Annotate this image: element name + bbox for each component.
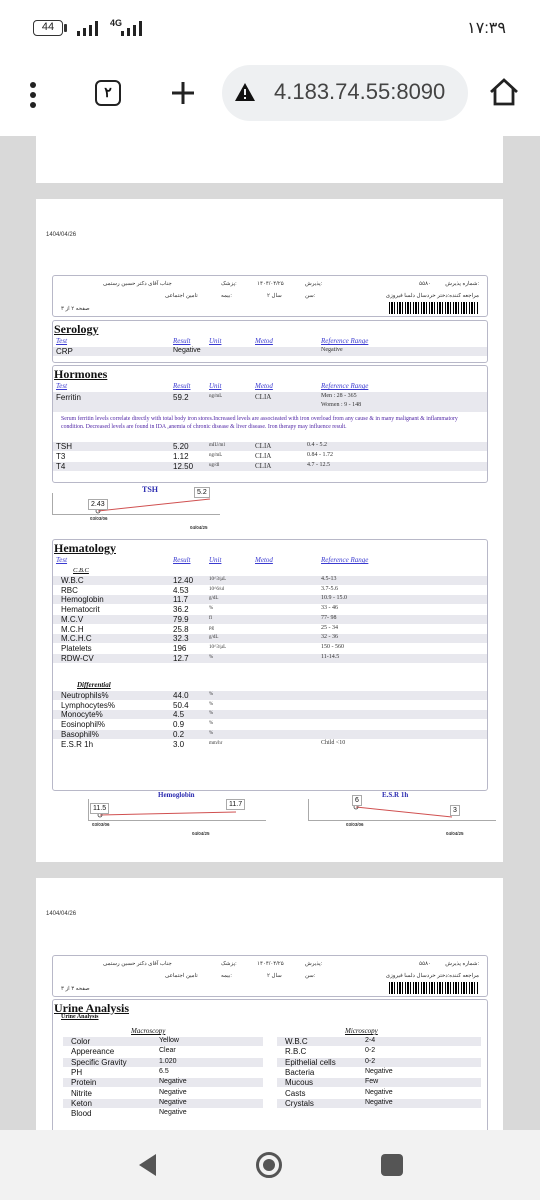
table-row	[277, 1058, 481, 1067]
col-test: Test	[56, 382, 68, 390]
reception-label: پذیرش:	[305, 961, 323, 967]
field-value: Negative	[365, 1067, 393, 1075]
test-result: 50.4	[173, 700, 189, 710]
table-row	[53, 576, 487, 585]
test-result: 12.40	[173, 576, 194, 585]
test-method: CLIA	[255, 452, 272, 460]
field-value: Negative	[159, 1088, 187, 1096]
date-label: 04/04/25	[192, 831, 210, 836]
test-unit: ng/mL	[209, 394, 223, 399]
test-unit: %	[209, 711, 214, 717]
value-label: 6	[352, 795, 362, 806]
test-name: RBC	[61, 585, 78, 595]
field-label: Epithelial cells	[285, 1057, 336, 1067]
value-label: 11.7	[226, 799, 245, 810]
test-ref: 0.4 - 5.2	[307, 442, 327, 448]
field-label: Bacteria	[285, 1067, 315, 1077]
admission-no: ۵۵۸۰	[419, 961, 431, 967]
col-test: Test	[56, 337, 68, 345]
barcode	[389, 982, 479, 994]
hormones-title: Hormones	[54, 367, 108, 381]
col-ref: Reference Range	[321, 556, 369, 564]
table-row	[53, 710, 487, 719]
hemoglobin-trend-chart	[88, 791, 268, 849]
tsh-trend-chart	[52, 485, 222, 545]
admission-no-label: شماره پذیرش:	[445, 961, 479, 967]
age-label: سن:	[305, 973, 316, 979]
ferritin-note: Serum ferritin levels correlate directly with total body iron stores.Increased levels are associeated with iron overload from any cause & in many malignant & inflammatory condition. Decreased levels are found in IDA ,anemia of chronic disease & liver disease. Iron therapy may influence result.	[61, 416, 458, 430]
field-value: 6.5	[159, 1067, 169, 1075]
field-value: Negative	[365, 1088, 393, 1096]
tab-switcher-button[interactable]: ۲	[95, 80, 121, 106]
test-method: CLIA	[255, 393, 272, 401]
page-number: صفحه ۳ از ۳	[61, 986, 90, 992]
test-result: 4.53	[173, 585, 189, 595]
pdf-viewer[interactable]	[0, 136, 540, 1130]
test-unit: %	[209, 721, 214, 727]
clock: ۱۷:۳۹	[467, 20, 506, 37]
table-row	[63, 1099, 263, 1108]
col-unit: Unit	[209, 556, 222, 564]
table-row	[63, 1109, 263, 1118]
col-ref: Reference Range	[321, 337, 369, 345]
field-value: Negative	[159, 1109, 187, 1117]
patient-info-box	[52, 955, 488, 997]
insurance: تامین اجتماعی	[165, 293, 198, 299]
test-method: CLIA	[255, 442, 272, 450]
field-value: Few	[365, 1078, 379, 1086]
microscopy-table	[277, 1037, 481, 1127]
trend-line	[308, 799, 498, 823]
table-row	[53, 625, 487, 634]
esr-trend-chart	[308, 791, 498, 849]
value-label: 11.5	[90, 803, 109, 814]
test-unit: mm/hr	[209, 740, 223, 746]
chart-title: TSH	[142, 485, 159, 494]
table-row	[53, 442, 487, 451]
battery-tip-icon	[64, 24, 67, 32]
col-result: Result	[173, 556, 191, 564]
report-date: 1404/04/26	[46, 232, 77, 238]
ferritin-row	[53, 392, 487, 412]
test-method: CLIA	[255, 462, 272, 470]
cbc-label: C.B.C	[73, 567, 89, 574]
chart-title: E.S.R 1h	[382, 791, 409, 799]
age: ۲ سال	[267, 973, 282, 979]
test-name: M.C.H.C	[61, 634, 92, 644]
field-label: Blood	[71, 1109, 92, 1119]
report-page-3	[36, 878, 503, 1130]
test-name: Hemoglobin	[61, 595, 104, 605]
table-row	[53, 644, 487, 653]
table-row	[277, 1078, 481, 1087]
hematology-section	[52, 539, 488, 791]
urine-section	[52, 999, 488, 1130]
age-label: سن:	[305, 293, 316, 299]
test-result: Negative	[173, 347, 201, 354]
signal-icon-2	[118, 20, 144, 36]
test-ref: Child <10	[321, 739, 346, 746]
test-name: T4	[56, 462, 66, 471]
test-name: TSH	[56, 442, 72, 451]
table-row	[53, 615, 487, 624]
field-label: W.B.C	[285, 1037, 308, 1046]
test-result: 11.7	[173, 595, 188, 605]
field-label: Specific Gravity	[71, 1057, 127, 1067]
test-ref: 25 - 34	[321, 624, 338, 631]
test-name: M.C.H	[61, 624, 84, 634]
test-ref: Negative	[321, 347, 343, 353]
date-label: 03/03/06	[92, 822, 110, 827]
value-label: 2.43	[88, 499, 108, 510]
field-label: Crystals	[285, 1098, 314, 1108]
col-result: Result	[173, 337, 191, 345]
table-row	[53, 595, 487, 604]
date-label: 04/04/25	[446, 831, 464, 836]
test-unit: 10^3/µL	[209, 577, 227, 582]
network-type: 4G	[110, 18, 123, 28]
test-name: Eosinophil%	[61, 720, 106, 730]
test-result: 36.2	[173, 605, 189, 615]
hematology-title: Hematology	[54, 541, 116, 555]
test-result: 25.8	[173, 624, 189, 634]
table-row	[53, 654, 487, 663]
table-row	[53, 347, 487, 356]
test-unit: %	[209, 654, 214, 660]
test-name: Lymphocytes%	[61, 700, 115, 710]
test-result: 1.12	[173, 452, 189, 461]
table-row	[53, 462, 487, 471]
macroscopy-label: Macroscopy	[131, 1027, 166, 1035]
reception-date: ۱۴۰۴/۰۴/۲۵	[257, 281, 284, 287]
home-button-icon[interactable]	[255, 1151, 283, 1179]
test-ref-2: Women : 9 - 148	[321, 402, 362, 408]
microscopy-label: Microscopy	[345, 1027, 378, 1035]
test-result: 5.20	[173, 442, 189, 451]
test-unit: %	[209, 606, 214, 612]
table-row	[277, 1047, 481, 1056]
test-unit: pg	[209, 625, 214, 631]
home-icon[interactable]	[488, 77, 520, 107]
doctor-name: جناب آقای دکتر حسین رستمی	[103, 961, 172, 967]
table-row	[63, 1089, 263, 1098]
table-row	[53, 586, 487, 595]
menu-icon[interactable]	[28, 80, 38, 110]
patient-name: مراجعه کننده:دختر خردسال دلسا فیروزی	[385, 973, 479, 979]
page-number: صفحه ۲ از ۳	[61, 306, 90, 312]
test-name: M.C.V	[61, 614, 84, 624]
barcode	[389, 302, 479, 314]
address-bar[interactable]	[222, 65, 468, 121]
test-result: 12.7	[173, 653, 189, 663]
battery-indicator: 44	[33, 20, 63, 36]
new-tab-icon[interactable]	[170, 80, 196, 106]
status-bar	[0, 0, 540, 60]
differential-label: Differential	[77, 681, 111, 689]
test-name: Ferritin	[56, 393, 81, 402]
test-result: 12.50	[173, 462, 194, 471]
date-label: 04/04/25	[190, 525, 208, 530]
table-row	[63, 1047, 263, 1056]
back-icon[interactable]	[136, 1152, 160, 1178]
field-label: Keton	[71, 1098, 92, 1108]
doctor-name: جناب آقای دکتر حسین رستمی	[103, 281, 172, 287]
field-value: Negative	[159, 1098, 187, 1106]
urine-subtitle: Urine Analysis	[61, 1014, 99, 1020]
col-method: Metod	[255, 382, 273, 390]
report-page-2	[36, 199, 503, 862]
field-label: Casts	[285, 1088, 306, 1098]
doctor-label: پزشک:	[221, 961, 237, 967]
differential-table	[53, 691, 487, 751]
test-result: 44.0	[173, 691, 189, 700]
col-ref: Reference Range	[321, 382, 369, 390]
field-value: 0-2	[365, 1047, 376, 1055]
table-row	[63, 1078, 263, 1087]
table-row	[63, 1058, 263, 1067]
urine-title: Urine Analysis	[54, 1001, 130, 1015]
chart-title: Hemoglobin	[158, 791, 195, 799]
test-result: 32.3	[173, 634, 189, 644]
signal-icon	[76, 20, 100, 36]
field-value: 2-4	[365, 1037, 376, 1044]
macroscopy-table	[63, 1037, 263, 1127]
test-unit: ng/mL	[209, 453, 223, 458]
field-value: Yellow	[159, 1037, 179, 1044]
col-method: Metod	[255, 337, 273, 345]
field-label: R.B.C	[285, 1047, 307, 1057]
table-row	[277, 1037, 481, 1046]
system-navigation-bar	[0, 1130, 540, 1200]
test-result: 196	[173, 643, 187, 653]
test-unit: fl	[209, 615, 213, 621]
test-unit: 10^3/µL	[209, 644, 227, 650]
test-unit: mIU/ml	[209, 443, 225, 448]
insurance-label: بیمه:	[221, 293, 232, 299]
recents-icon[interactable]	[381, 1154, 403, 1176]
test-name: E.S.R 1h	[61, 739, 94, 749]
test-result: 0.9	[173, 720, 185, 730]
test-unit: %	[209, 701, 214, 707]
test-name: Platelets	[61, 643, 92, 653]
test-name: CRP	[56, 347, 73, 356]
previous-page-fragment	[36, 136, 503, 183]
test-ref: 11-14.5	[321, 653, 340, 660]
doctor-label: پزشک:	[221, 281, 237, 287]
test-unit: 10^6/ul	[209, 586, 225, 592]
test-unit: g/dL	[209, 635, 219, 641]
field-label: Nitrite	[71, 1088, 92, 1098]
table-row	[63, 1068, 263, 1077]
test-unit: g/dL	[209, 596, 219, 602]
test-ref: 3.7-5.6	[321, 585, 338, 592]
warning-icon[interactable]	[234, 82, 256, 102]
date-label: 03/03/06	[90, 516, 108, 521]
col-unit: Unit	[209, 382, 222, 390]
field-value: 0-2	[365, 1057, 376, 1065]
field-value: 1.020	[159, 1057, 177, 1065]
date-label: 03/03/06	[346, 822, 364, 827]
field-value: Negative	[159, 1078, 187, 1086]
test-ref: 10.9 - 15.0	[321, 595, 347, 602]
table-row	[53, 730, 487, 739]
table-row	[53, 740, 487, 749]
test-ref: 150 - 560	[321, 643, 344, 650]
test-unit: %	[209, 692, 214, 697]
test-name: Basophil%	[61, 729, 99, 739]
test-ref: 4.7 - 12.5	[307, 462, 330, 468]
test-name: RDW-CV	[61, 653, 94, 663]
table-row	[277, 1089, 481, 1098]
table-row	[63, 1037, 263, 1046]
test-result: 79.9	[173, 614, 189, 624]
test-name: Neutrophils%	[61, 691, 109, 700]
test-unit: %	[209, 730, 214, 736]
reception-date: ۱۴۰۴/۰۴/۲۵	[257, 961, 284, 967]
test-name: Monocyte%	[61, 710, 103, 720]
age: ۲ سال	[267, 293, 282, 299]
test-ref: Men : 28 - 365	[321, 393, 357, 399]
table-row	[53, 701, 487, 710]
patient-name: مراجعه کننده:دختر خردسال دلسا فیروزی	[385, 293, 479, 299]
test-result: 3.0	[173, 739, 185, 749]
test-name: W.B.C	[61, 576, 84, 585]
test-ref: 32 - 36	[321, 634, 338, 641]
browser-toolbar	[0, 60, 540, 136]
field-label: Mucous	[285, 1078, 314, 1088]
admission-no-label: شماره پذیرش:	[445, 281, 479, 287]
test-result: 0.2	[173, 729, 185, 739]
field-label: Appereance	[71, 1047, 115, 1057]
serology-section	[52, 320, 488, 363]
admission-no: ۵۵۸۰	[419, 281, 431, 287]
test-ref: 4.5-13	[321, 576, 337, 582]
url-text[interactable]: 4.183.74.55:8090	[274, 79, 446, 104]
report-date: 1404/04/26	[46, 911, 77, 917]
test-result: 4.5	[173, 710, 185, 720]
hormones-section	[52, 365, 488, 483]
col-test: Test	[56, 556, 68, 564]
table-row	[277, 1099, 481, 1108]
table-row	[53, 691, 487, 700]
field-label: PH	[71, 1067, 83, 1077]
col-result: Result	[173, 382, 191, 390]
value-label: 5.2	[194, 487, 210, 498]
reception-label: پذیرش:	[305, 281, 323, 287]
col-unit: Unit	[209, 337, 222, 345]
col-method: Metod	[255, 556, 273, 564]
serology-title: Serology	[54, 322, 99, 336]
test-ref: 33 - 46	[321, 605, 338, 612]
test-name: T3	[56, 452, 66, 461]
insurance: تامین اجتماعی	[165, 973, 198, 979]
test-unit: ug/dl	[209, 463, 220, 468]
test-ref: 0.84 - 1.72	[307, 452, 333, 458]
test-ref: 77- 98	[321, 614, 337, 621]
field-value: Clear	[159, 1047, 176, 1055]
value-label: 3	[450, 805, 460, 816]
field-value: Negative	[365, 1098, 393, 1106]
cbc-table	[53, 576, 487, 676]
insurance-label: بیمه:	[221, 973, 232, 979]
table-row	[53, 634, 487, 643]
field-label: Color	[71, 1037, 91, 1046]
test-name: Hematocrit	[61, 605, 100, 615]
field-label: Protein	[71, 1078, 97, 1088]
patient-info-box	[52, 275, 488, 317]
table-row	[277, 1068, 481, 1077]
test-result: 59.2	[173, 393, 189, 402]
table-row	[53, 720, 487, 729]
table-row	[53, 452, 487, 461]
table-row	[53, 605, 487, 614]
